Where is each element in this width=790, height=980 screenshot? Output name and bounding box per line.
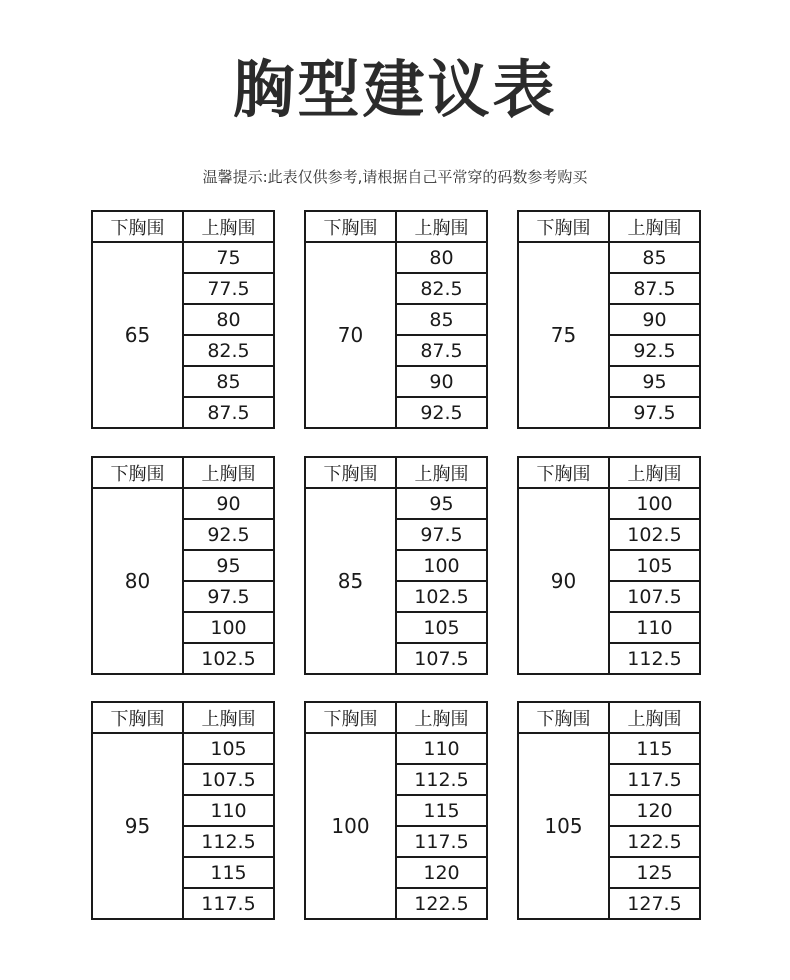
bust-size-table bbox=[517, 701, 701, 920]
over-bust-value: 102.5 bbox=[396, 581, 487, 612]
over-bust-header: 上胸围 bbox=[609, 211, 700, 242]
over-bust-value: 107.5 bbox=[183, 764, 274, 795]
table-row bbox=[305, 488, 487, 519]
table-header-row bbox=[305, 457, 487, 488]
over-bust-value: 85 bbox=[609, 242, 700, 273]
over-bust-value: 97.5 bbox=[183, 581, 274, 612]
over-bust-value: 115 bbox=[183, 857, 274, 888]
over-bust-header: 上胸围 bbox=[183, 457, 274, 488]
over-bust-value: 112.5 bbox=[396, 764, 487, 795]
over-bust-value: 97.5 bbox=[609, 397, 700, 428]
under-bust-header: 下胸围 bbox=[305, 702, 396, 733]
over-bust-value: 112.5 bbox=[183, 826, 274, 857]
table-row bbox=[92, 242, 274, 273]
under-bust-header: 下胸围 bbox=[305, 457, 396, 488]
under-bust-value: 85 bbox=[305, 488, 396, 674]
over-bust-header: 上胸围 bbox=[183, 702, 274, 733]
table-row bbox=[92, 488, 274, 519]
bust-size-table bbox=[91, 210, 275, 429]
over-bust-value: 110 bbox=[609, 612, 700, 643]
over-bust-value: 105 bbox=[396, 612, 487, 643]
under-bust-header: 下胸围 bbox=[92, 702, 183, 733]
bust-size-table bbox=[517, 210, 701, 429]
over-bust-value: 117.5 bbox=[396, 826, 487, 857]
bust-size-table bbox=[304, 456, 488, 675]
under-bust-header: 下胸围 bbox=[305, 211, 396, 242]
table-row bbox=[518, 733, 700, 764]
over-bust-value: 92.5 bbox=[609, 335, 700, 366]
over-bust-value: 87.5 bbox=[183, 397, 274, 428]
bust-size-table bbox=[304, 210, 488, 429]
table-row bbox=[518, 242, 700, 273]
over-bust-value: 80 bbox=[396, 242, 487, 273]
over-bust-value: 95 bbox=[609, 366, 700, 397]
over-bust-value: 120 bbox=[609, 795, 700, 826]
under-bust-header: 下胸围 bbox=[92, 457, 183, 488]
table-header-row bbox=[92, 457, 274, 488]
over-bust-value: 120 bbox=[396, 857, 487, 888]
under-bust-value: 90 bbox=[518, 488, 609, 674]
over-bust-value: 100 bbox=[609, 488, 700, 519]
over-bust-value: 97.5 bbox=[396, 519, 487, 550]
table-header-row bbox=[518, 457, 700, 488]
over-bust-value: 85 bbox=[396, 304, 487, 335]
over-bust-value: 102.5 bbox=[183, 643, 274, 674]
bust-size-table bbox=[91, 456, 275, 675]
table-header-row bbox=[305, 211, 487, 242]
over-bust-value: 82.5 bbox=[396, 273, 487, 304]
under-bust-header: 下胸围 bbox=[518, 457, 609, 488]
over-bust-value: 102.5 bbox=[609, 519, 700, 550]
over-bust-value: 122.5 bbox=[396, 888, 487, 919]
under-bust-header: 下胸围 bbox=[518, 702, 609, 733]
over-bust-value: 122.5 bbox=[609, 826, 700, 857]
notice-text: 温馨提示:此表仅供参考,请根据自己平常穿的码数参考购买 bbox=[202, 168, 588, 186]
table-header-row bbox=[305, 702, 487, 733]
over-bust-value: 115 bbox=[609, 733, 700, 764]
over-bust-value: 80 bbox=[183, 304, 274, 335]
over-bust-value: 100 bbox=[396, 550, 487, 581]
over-bust-value: 112.5 bbox=[609, 643, 700, 674]
under-bust-value: 100 bbox=[305, 733, 396, 919]
over-bust-value: 125 bbox=[609, 857, 700, 888]
over-bust-value: 95 bbox=[183, 550, 274, 581]
over-bust-value: 107.5 bbox=[396, 643, 487, 674]
page-title: 胸型建议表 bbox=[232, 53, 558, 126]
over-bust-value: 127.5 bbox=[609, 888, 700, 919]
over-bust-value: 87.5 bbox=[396, 335, 487, 366]
over-bust-value: 90 bbox=[609, 304, 700, 335]
over-bust-value: 110 bbox=[183, 795, 274, 826]
over-bust-value: 90 bbox=[396, 366, 487, 397]
over-bust-value: 85 bbox=[183, 366, 274, 397]
table-header-row bbox=[92, 702, 274, 733]
over-bust-header: 上胸围 bbox=[396, 211, 487, 242]
over-bust-value: 92.5 bbox=[183, 519, 274, 550]
table-header-row bbox=[92, 211, 274, 242]
bust-size-table bbox=[304, 701, 488, 920]
bust-size-table bbox=[91, 701, 275, 920]
table-header-row bbox=[518, 211, 700, 242]
over-bust-value: 75 bbox=[183, 242, 274, 273]
over-bust-header: 上胸围 bbox=[609, 702, 700, 733]
over-bust-value: 105 bbox=[609, 550, 700, 581]
bust-size-table bbox=[517, 456, 701, 675]
table-row bbox=[305, 242, 487, 273]
over-bust-value: 110 bbox=[396, 733, 487, 764]
under-bust-value: 75 bbox=[518, 242, 609, 428]
under-bust-value: 95 bbox=[92, 733, 183, 919]
under-bust-header: 下胸围 bbox=[518, 211, 609, 242]
over-bust-value: 117.5 bbox=[609, 764, 700, 795]
over-bust-value: 77.5 bbox=[183, 273, 274, 304]
over-bust-value: 107.5 bbox=[609, 581, 700, 612]
over-bust-value: 90 bbox=[183, 488, 274, 519]
over-bust-value: 92.5 bbox=[396, 397, 487, 428]
over-bust-value: 105 bbox=[183, 733, 274, 764]
table-row bbox=[305, 733, 487, 764]
over-bust-value: 100 bbox=[183, 612, 274, 643]
over-bust-header: 上胸围 bbox=[396, 702, 487, 733]
over-bust-value: 87.5 bbox=[609, 273, 700, 304]
under-bust-value: 70 bbox=[305, 242, 396, 428]
over-bust-header: 上胸围 bbox=[396, 457, 487, 488]
over-bust-value: 82.5 bbox=[183, 335, 274, 366]
under-bust-value: 80 bbox=[92, 488, 183, 674]
under-bust-header: 下胸围 bbox=[92, 211, 183, 242]
over-bust-value: 115 bbox=[396, 795, 487, 826]
over-bust-header: 上胸围 bbox=[609, 457, 700, 488]
under-bust-value: 65 bbox=[92, 242, 183, 428]
over-bust-value: 117.5 bbox=[183, 888, 274, 919]
table-row bbox=[518, 488, 700, 519]
table-row bbox=[92, 733, 274, 764]
over-bust-header: 上胸围 bbox=[183, 211, 274, 242]
over-bust-value: 95 bbox=[396, 488, 487, 519]
under-bust-value: 105 bbox=[518, 733, 609, 919]
table-header-row bbox=[518, 702, 700, 733]
